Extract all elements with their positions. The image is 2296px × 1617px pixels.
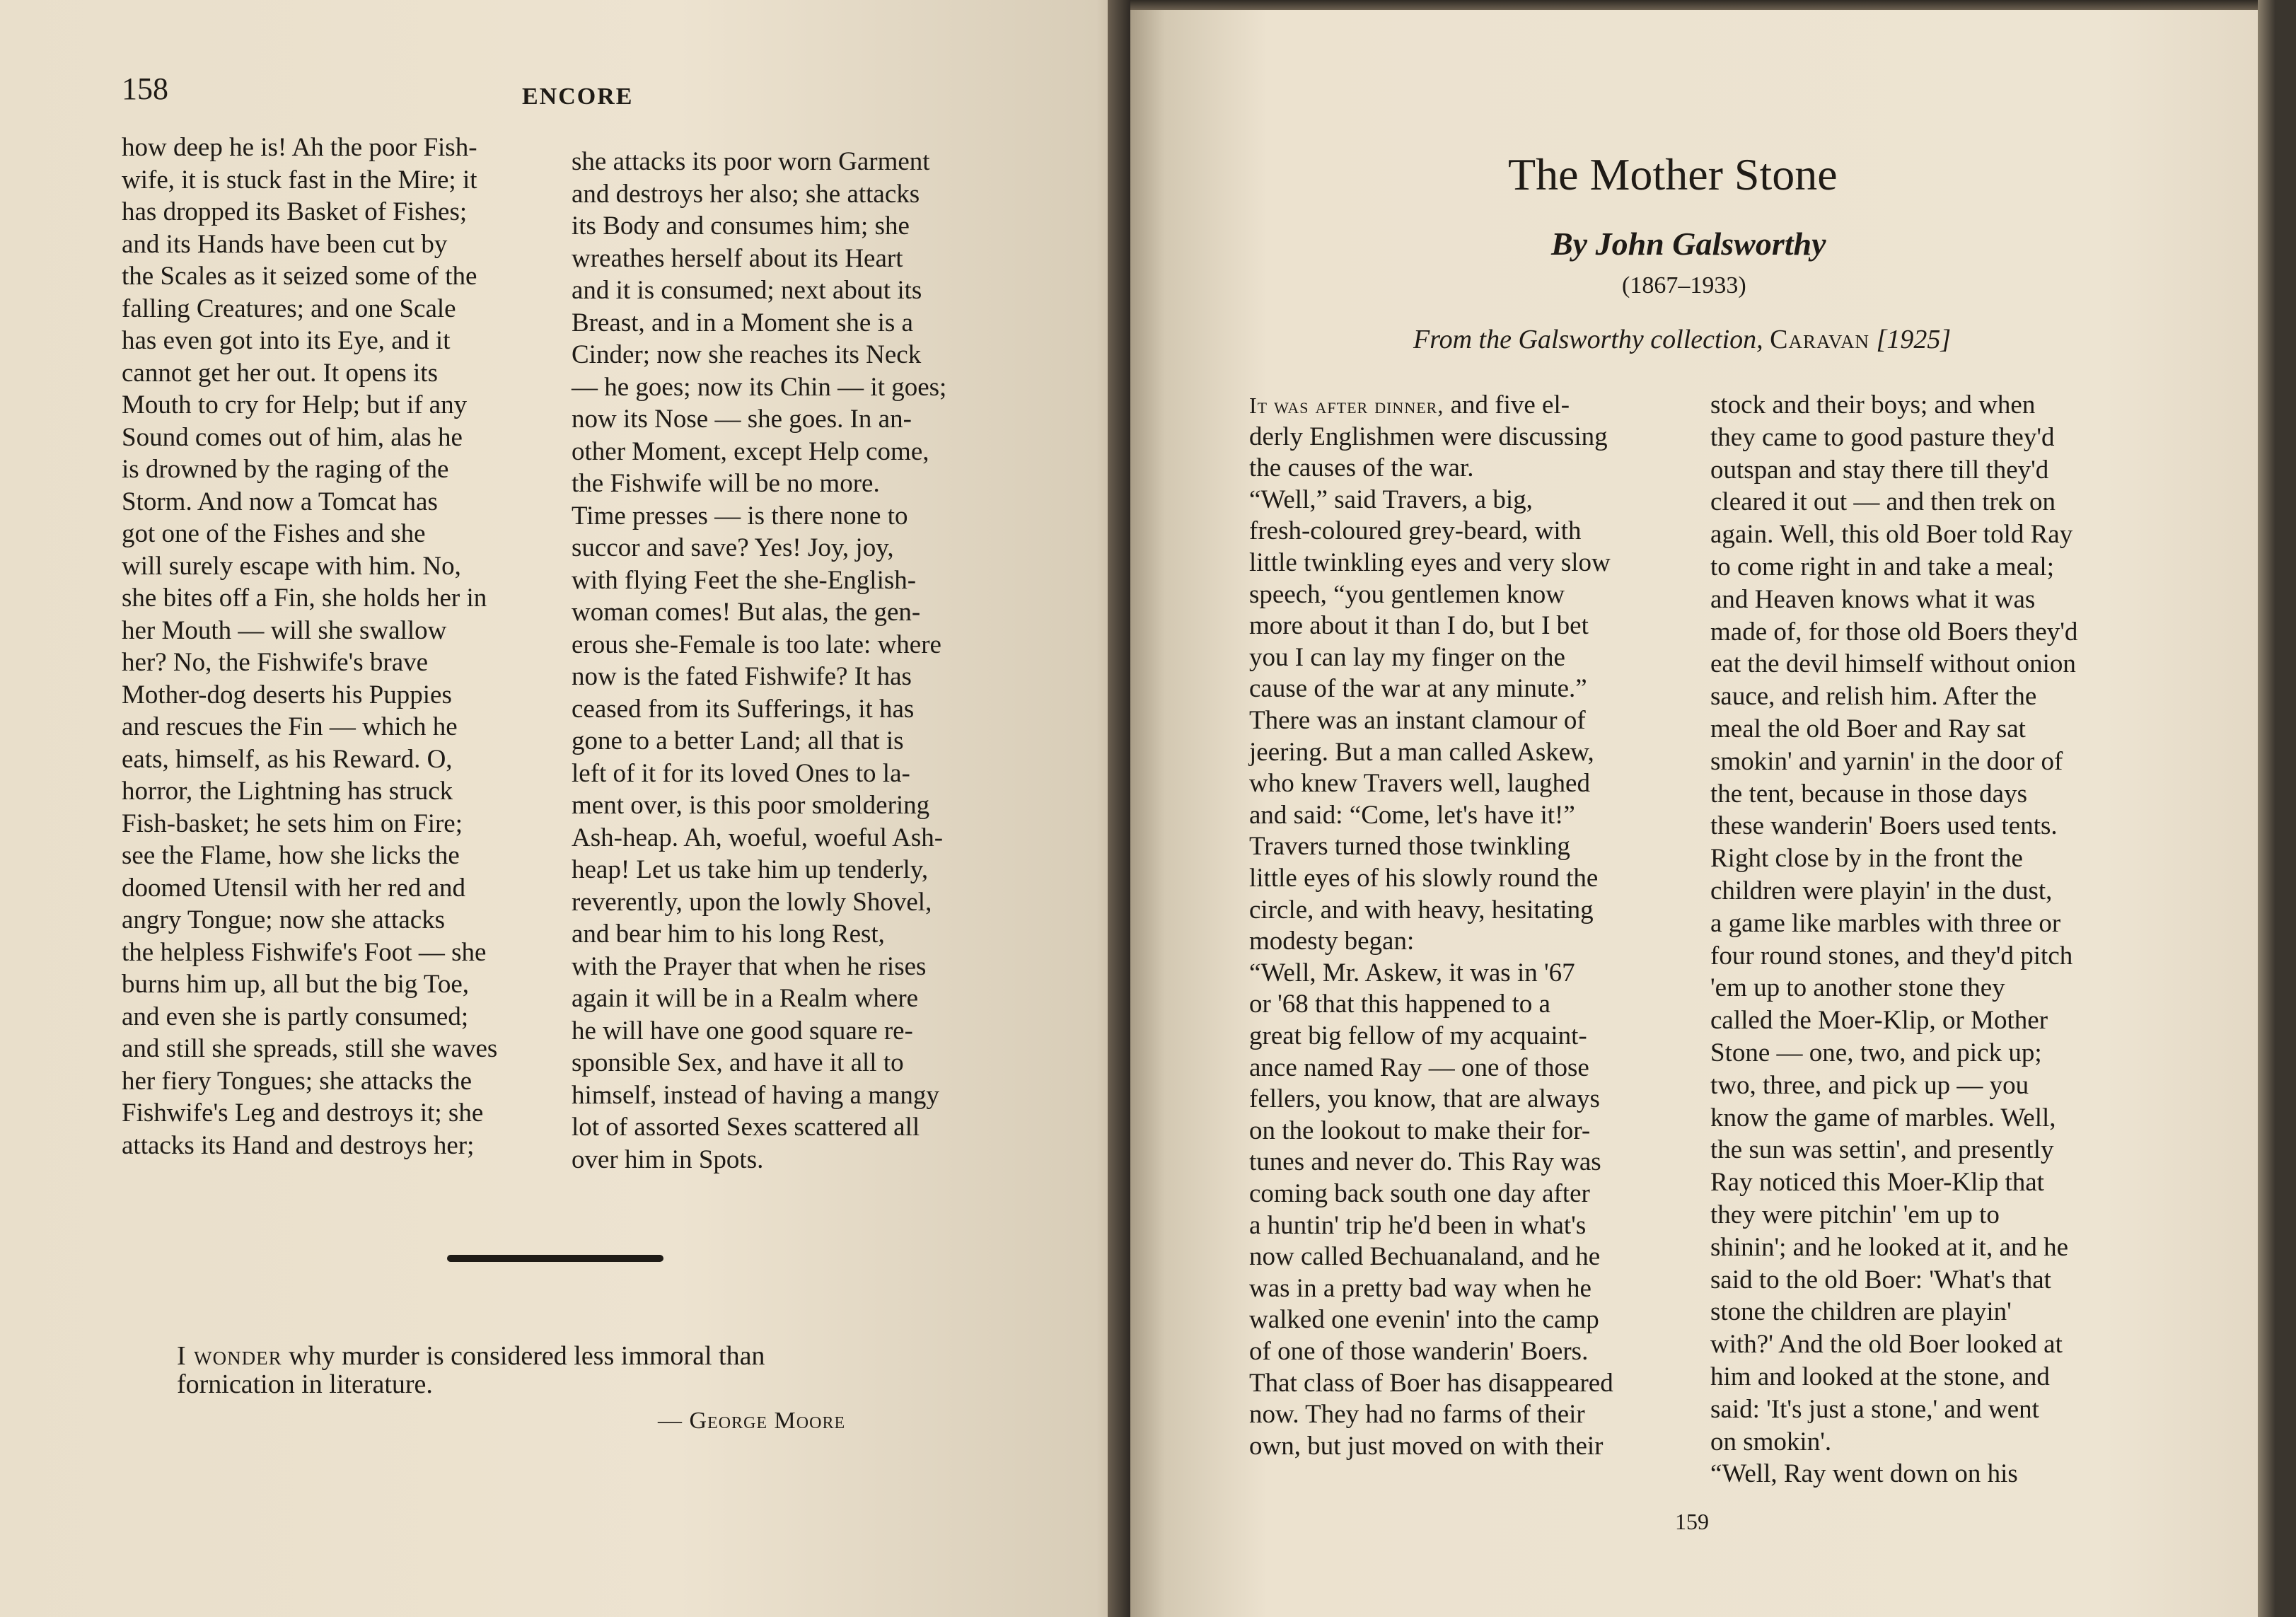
right-col2-line: made of, for those old Boers they'd bbox=[1710, 617, 2078, 647]
source-year: [1925] bbox=[1876, 325, 1952, 354]
right-col1-line: jeering. But a man called Askew, bbox=[1249, 737, 1594, 767]
right-col1-line: fellers, you know, that are always bbox=[1249, 1084, 1600, 1114]
right-col1-line: on the lookout to make their for- bbox=[1249, 1115, 1591, 1145]
right-col2-line: they were pitchin' 'em up to bbox=[1710, 1200, 2000, 1229]
left-col2-line: with flying Feet the she-English- bbox=[572, 565, 917, 595]
right-col2-line: the sun was settin', and presently bbox=[1710, 1135, 2054, 1165]
right-col1-line: fresh-coloured grey-beard, with bbox=[1249, 516, 1582, 546]
left-col2-line: succor and save? Yes! Joy, joy, bbox=[572, 533, 894, 562]
left-col1-line: cannot get her out. It opens its bbox=[122, 358, 438, 388]
left-col2-line: woman comes! But alas, the gen- bbox=[572, 598, 921, 627]
right-col2-line: stone the children are playin' bbox=[1710, 1297, 2012, 1327]
right-col1-line: and said: “Come, let's have it!” bbox=[1249, 800, 1575, 830]
right-col2-line: two, three, and pick up — you bbox=[1710, 1070, 2029, 1100]
running-head: ENCORE bbox=[522, 83, 634, 110]
page-number-left: 158 bbox=[122, 71, 168, 106]
left-col2-line: Breast, and in a Moment she is a bbox=[572, 308, 913, 337]
right-col1-line: There was an instant clamour of bbox=[1249, 706, 1586, 735]
opening-smallcaps: It was after dinner, bbox=[1249, 393, 1444, 418]
right-col2-line: him and looked at the stone, and bbox=[1710, 1362, 2050, 1391]
right-col2-line: know the game of marbles. Well, bbox=[1710, 1103, 2056, 1132]
left-col1-line: and still she spreads, still she waves bbox=[122, 1034, 498, 1063]
right-col2-line: these wanderin' Boers used tents. bbox=[1710, 811, 2058, 841]
left-col2-line: and it is consumed; next about its bbox=[572, 276, 922, 305]
right-col2-line: cleared it out — and then trek on bbox=[1710, 487, 2056, 517]
right-col1-line: the causes of the war. bbox=[1249, 453, 1474, 483]
right-col1-line: a huntin' trip he'd been in what's bbox=[1249, 1210, 1587, 1240]
left-col1-line: her fiery Tongues; she attacks the bbox=[122, 1066, 472, 1096]
left-col1-line: Mother-dog deserts his Puppies bbox=[122, 680, 452, 709]
left-col2-line: now is the fated Fishwife? It has bbox=[572, 662, 912, 691]
page-fold-shadow bbox=[1108, 0, 1130, 1617]
right-col2-line: outspan and stay there till they'd bbox=[1710, 455, 2049, 485]
left-col2-line: ment over, is this poor smoldering bbox=[572, 791, 930, 820]
right-col1-line: tunes and never do. This Ray was bbox=[1249, 1147, 1601, 1177]
right-page bbox=[1130, 0, 2275, 1617]
page-number-right: 159 bbox=[1675, 1509, 1709, 1534]
left-col1-line: Sound comes out of him, alas he bbox=[122, 422, 463, 452]
right-col2-line: “Well, Ray went down on his bbox=[1710, 1459, 2018, 1489]
left-col1-line: and its Hands have been cut by bbox=[122, 229, 448, 259]
right-col1-line: walked one evenin' into the camp bbox=[1249, 1305, 1599, 1335]
left-col2-line: gone to a better Land; all that is bbox=[572, 726, 904, 755]
section-divider bbox=[447, 1255, 663, 1262]
left-col1-line: got one of the Fishes and she bbox=[122, 519, 426, 548]
left-col2-line: sponsible Sex, and have it all to bbox=[572, 1048, 904, 1077]
right-col2-line: a game like marbles with three or bbox=[1710, 908, 2061, 938]
left-col1-line: angry Tongue; now she attacks bbox=[122, 905, 446, 934]
right-col2-line: 'em up to another stone they bbox=[1710, 973, 2005, 1003]
left-col1-line: falling Creatures; and one Scale bbox=[122, 294, 456, 323]
right-col2-line: children were playin' in the dust, bbox=[1710, 876, 2053, 905]
left-col1-line: her? No, the Fishwife's brave bbox=[122, 648, 429, 677]
right-col2-line: four round stones, and they'd pitch bbox=[1710, 941, 2073, 970]
left-col2-line: other Moment, except Help come, bbox=[572, 436, 929, 466]
right-col2-line: the tent, because in those days bbox=[1710, 779, 2027, 808]
right-book-edge bbox=[2258, 0, 2275, 1617]
right-col1-line: great big fellow of my acquaint- bbox=[1249, 1021, 1587, 1050]
right-col1-line: Travers turned those twinkling bbox=[1249, 832, 1570, 862]
right-col2-line: they came to good pasture they'd bbox=[1710, 422, 2055, 452]
left-col1-line: horror, the Lightning has struck bbox=[122, 777, 453, 806]
right-col2-line: stock and their boys; and when bbox=[1710, 390, 2036, 419]
left-page bbox=[0, 0, 1130, 1617]
left-col2-line: himself, instead of having a mangy bbox=[572, 1080, 939, 1110]
left-col2-line: over him in Spots. bbox=[572, 1144, 764, 1174]
page-top-edge bbox=[1130, 0, 2275, 10]
left-col1-line: wife, it is stuck fast in the Mire; it bbox=[122, 165, 477, 195]
right-col1-line: now. They had no farms of their bbox=[1249, 1400, 1585, 1430]
left-col2-line: erous she-Female is too late: where bbox=[572, 630, 941, 659]
right-col1-line: little twinkling eyes and very slow bbox=[1249, 548, 1611, 577]
right-col2-line: eat the devil himself without onion bbox=[1710, 649, 2076, 679]
author-dates: (1867–1933) bbox=[1622, 272, 1746, 299]
quote-attribution: — George Moore bbox=[658, 1408, 846, 1434]
right-col1-line: or '68 that this happened to a bbox=[1249, 990, 1550, 1019]
left-col1-line: burns him up, all but the big Toe, bbox=[122, 970, 470, 999]
left-col1-line: Storm. And now a Tomcat has bbox=[122, 487, 438, 516]
quote-line-2: fornication in literature. bbox=[177, 1369, 433, 1399]
right-col1-line: “Well,” said Travers, a big, bbox=[1249, 485, 1533, 514]
left-col2-line: — he goes; now its Chin — it goes; bbox=[572, 372, 947, 402]
left-col1-line: doomed Utensil with her red and bbox=[122, 873, 466, 903]
left-col2-line: he will have one good square re- bbox=[572, 1016, 913, 1045]
right-col2-line: said to the old Boer: 'What's that bbox=[1710, 1265, 2051, 1294]
right-col2-line: Stone — one, two, and pick up; bbox=[1710, 1038, 2042, 1067]
left-col1-line: and even she is partly consumed; bbox=[122, 1002, 469, 1031]
right-col1-line: little eyes of his slowly round the bbox=[1249, 864, 1599, 893]
left-col2-line: wreathes herself about its Heart bbox=[572, 243, 903, 273]
right-col2-line: called the Moer-Klip, or Mother bbox=[1710, 1006, 2048, 1036]
source-line bbox=[1413, 324, 1951, 355]
left-col1-line: see the Flame, how she licks the bbox=[122, 841, 460, 870]
source-book: Caravan bbox=[1770, 325, 1870, 354]
left-col1-line: the helpless Fishwife's Foot — she bbox=[122, 937, 487, 967]
right-col2-line: smokin' and yarnin' in the door of bbox=[1710, 746, 2063, 776]
left-col2-line: ceased from its Sufferings, it has bbox=[572, 694, 915, 724]
left-col2-line: Time presses — is there none to bbox=[572, 501, 908, 531]
left-col1-line: she bites off a Fin, she holds her in bbox=[122, 584, 487, 613]
left-col2-line: lot of assorted Sexes scattered all bbox=[572, 1113, 920, 1142]
left-col1-line: Fish-basket; he sets him on Fire; bbox=[122, 808, 463, 838]
left-col1-line: has dropped its Basket of Fishes; bbox=[122, 197, 468, 226]
quote-text-1: why murder is considered less immoral than bbox=[282, 1341, 765, 1371]
right-col1-line: of one of those wanderin' Boers. bbox=[1249, 1337, 1589, 1366]
right-col1-line: cause of the war at any minute.” bbox=[1249, 674, 1587, 704]
right-col1-line: speech, “you gentlemen know bbox=[1249, 579, 1565, 609]
right-col2-line: and Heaven knows what it was bbox=[1710, 584, 2036, 614]
right-col1-line: more about it than I do, but I bet bbox=[1249, 611, 1589, 641]
source-italic: From the Galsworthy collection, bbox=[1413, 325, 1763, 354]
quote-lead: I wonder bbox=[177, 1341, 282, 1371]
left-col1-line: eats, himself, as his Reward. O, bbox=[122, 744, 453, 774]
left-col1-line: is drowned by the raging of the bbox=[122, 455, 449, 484]
right-col2-line: meal the old Boer and Ray sat bbox=[1710, 714, 2026, 743]
left-col1-line: Mouth to cry for Help; but if any bbox=[122, 390, 468, 419]
left-col2-line: and destroys her also; she attacks bbox=[572, 179, 920, 209]
right-col1-line: own, but just moved on with their bbox=[1249, 1431, 1604, 1461]
left-col1-line: her Mouth — will she swallow bbox=[122, 615, 447, 645]
quote-line-1 bbox=[177, 1340, 765, 1372]
left-col1-line: has even got into its Eye, and it bbox=[122, 326, 451, 355]
left-col1-line: the Scales as it seized some of the bbox=[122, 262, 477, 291]
left-col1-line: Fishwife's Leg and destroys it; she bbox=[122, 1099, 484, 1128]
left-col2-line: and bear him to his long Rest, bbox=[572, 920, 885, 949]
left-col1-line: how deep he is! Ah the poor Fish- bbox=[122, 133, 477, 162]
opening-rest: and five el- bbox=[1444, 390, 1570, 419]
left-col2-line: left of it for its loved Ones to la- bbox=[572, 758, 910, 788]
right-col2-line: on smokin'. bbox=[1710, 1427, 1832, 1456]
right-col1-line: who knew Travers well, laughed bbox=[1249, 769, 1590, 799]
right-col2-line: with?' And the old Boer looked at bbox=[1710, 1330, 2063, 1360]
right-col2-line: to come right in and take a meal; bbox=[1710, 552, 2054, 581]
right-col1-line: “Well, Mr. Askew, it was in '67 bbox=[1249, 958, 1575, 987]
right-col2-line: sauce, and relish him. After the bbox=[1710, 682, 2037, 712]
right-col1-line: you I can lay my finger on the bbox=[1249, 642, 1565, 672]
right-col1-line: derly Englishmen were discussing bbox=[1249, 422, 1608, 451]
right-col2-line: shinin'; and he looked at it, and he bbox=[1710, 1232, 2069, 1262]
right-col1-line: That class of Boer has disappeared bbox=[1249, 1368, 1613, 1398]
right-col2-line: said: 'It's just a stone,' and went bbox=[1710, 1394, 2039, 1424]
right-col2-line: Right close by in the front the bbox=[1710, 844, 2023, 874]
right-col1-line: circle, and with heavy, hesitating bbox=[1249, 895, 1594, 925]
left-col2-line: the Fishwife will be no more. bbox=[572, 469, 880, 498]
left-col2-line: she attacks its poor worn Garment bbox=[572, 147, 930, 176]
left-col2-line: now its Nose — she goes. In an- bbox=[572, 405, 912, 434]
right-col1-line: now called Bechuanaland, and he bbox=[1249, 1242, 1601, 1272]
left-col2-line: heap! Let us take him up tenderly, bbox=[572, 855, 929, 884]
right-col1-line: was in a pretty bad way when he bbox=[1249, 1273, 1591, 1303]
right-col2-line: Ray noticed this Moer-Klip that bbox=[1710, 1168, 2044, 1198]
left-col2-line: Ash-heap. Ah, woeful, woeful Ash- bbox=[572, 823, 944, 852]
right-col1-line: ance named Ray — one of those bbox=[1249, 1053, 1589, 1082]
left-col1-line: attacks its Hand and destroys her; bbox=[122, 1130, 475, 1160]
opening-line bbox=[1249, 389, 1570, 422]
left-col2-line: with the Prayer that when he rises bbox=[572, 951, 927, 981]
right-col1-line: coming back south one day after bbox=[1249, 1179, 1590, 1208]
left-col1-line: will surely escape with him. No, bbox=[122, 551, 461, 581]
left-col2-line: Cinder; now she reaches its Neck bbox=[572, 340, 922, 369]
right-col2-line: again. Well, this old Boer told Ray bbox=[1710, 520, 2073, 550]
story-title: The Mother Stone bbox=[1508, 149, 1838, 199]
left-col1-line: and rescues the Fin — which he bbox=[122, 712, 458, 741]
left-col2-line: reverently, upon the lowly Shovel, bbox=[572, 887, 932, 917]
left-col2-line: again it will be in a Realm where bbox=[572, 984, 919, 1013]
left-col2-line: its Body and consumes him; she bbox=[572, 211, 910, 240]
story-byline: By John Galsworthy bbox=[1551, 226, 1826, 262]
right-col1-line: modesty began: bbox=[1249, 927, 1415, 956]
